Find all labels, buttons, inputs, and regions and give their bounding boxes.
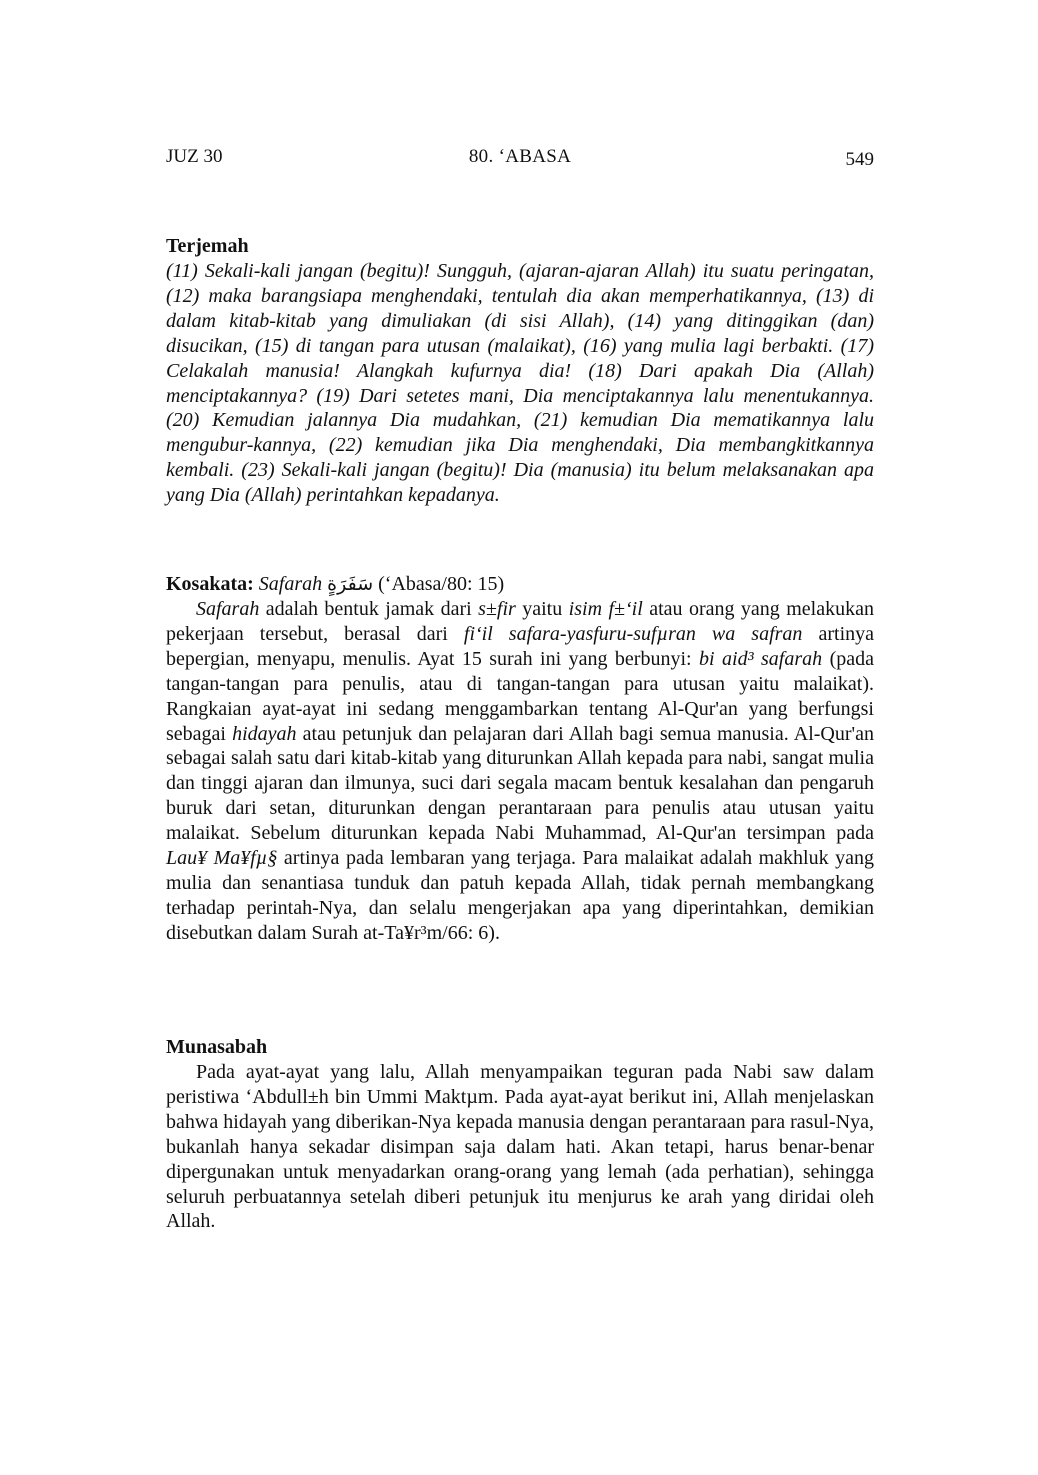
kosakata-section (166, 572, 874, 946)
kosakata-heading (166, 572, 874, 597)
italic-term: isim f±‘il (568, 598, 643, 620)
kosakata-term: Safarah (258, 573, 323, 595)
text-run: artinya bepergian, menyapu, menulis. Ayat 15 surah ini yang berbunyi: (166, 622, 874, 670)
juz-label: JUZ 30 (166, 146, 223, 167)
text-run: adalah bentuk jamak dari (259, 598, 479, 620)
text-run: artinya pada lembaran yang terjaga. Para malaikat adalah makhluk yang mulia dan senantiasa tunduk dan patuh kepada Allah, tidak pernah membangkang terhadap perintah-Nya, dan selalu mengerjakan apa yang diperintahkan, demikian disebutkan dalam Surah at-Ta¥r³m/66: 6). (166, 847, 874, 944)
terjemah-section (166, 234, 874, 508)
italic-term: Lau¥ Ma¥fµ§ (166, 847, 278, 870)
text-run: (pada tangan-tangan para penulis, atau di tangan-tangan para utusan yaitu malaikat). Rangkaian ayat-ayat ini sedang menggambarkan tentang Al-Qur'an yang berfungsi sebagai (166, 647, 874, 745)
page-number: 549 (845, 149, 874, 170)
surah-title: 80. ‘ABASA (468, 146, 572, 167)
running-header (166, 146, 874, 172)
munasabah-text: Pada ayat-ayat yang lalu, Allah menyampaikan teguran pada Nabi saw dalam peristiwa ‘Abdull±h bin Ummi Maktµm. Pada ayat-ayat berikut ini, Allah menjelaskan bahwa hidayah yang diberikan-Nya kepada manusia dengan perantaraan para rasul-Nya, bukanlah hanya sekadar disimpan saja dalam hati. Akan tetapi, harus benar-benar dipergunakan untuk menyadarkan orang-orang yang lemah (ada perhatian), sehingga seluruh perbuatannya setelah diberi petunjuk itu menjurus ke arah yang diridai oleh Allah. (166, 1061, 874, 1233)
text-run: atau orang yang melakukan pekerjaan tersebut, berasal dari (166, 598, 874, 645)
italic-term: Safarah (196, 598, 260, 620)
kosakata-paragraph (166, 597, 874, 946)
terjemah-text: (11) Sekali-kali jangan (begitu)! Sungguh, (ajaran-ajaran Allah) itu suatu peringatan, (12) maka barangsiapa menghendaki, tentulah dia akan memperhatikannya, (13) di dalam kitab-kitab yang dimuliakan (di sisi Allah), (14) yang ditinggikan (dan) disucikan, (15) di tangan para utusan (malaikat), (16) yang mulia lagi berbakti. (17) Celakalah manusia! Alangkah kufurnya dia! (18) Dari apakah Dia (Allah) menciptakannya? (19) Dari setetes mani, Dia menciptakannya lalu menentukannya. (20) Kemudian jalannya Dia mudahkan, (21) kemudian Dia mematikannya lalu mengubur-kannya, (22) kemudian jika Dia menghendaki, Dia membangkitkannya kembali. (23) Sekali-kali jangan (begitu)! Dia (manusia) itu belum melaksanakan apa yang Dia (Allah) perintahkan kepadanya. (166, 260, 874, 507)
italic-term: s±fir (478, 598, 516, 620)
kosakata-reference: (‘Abasa/80: 15) (378, 573, 505, 595)
italic-term: fi‘il safara-yasfuru-sufµran wa safran (463, 622, 803, 645)
text-run: atau petunjuk dan pelajaran dari Allah bagi semua manusia. Al-Qur'an sebagai salah satu dari kitab-kitab yang diturunkan Allah kepada para nabi, sangat mulia dan tinggi ajaran dan ilmunya, suci dari segala macam bentuk kesalahan dan pengaruh buruk dari setan, diturunkan dengan perantaraan para penulis atau utusan yaitu malaikat. Sebelum diturunkan kepada Nabi Muhammad, Al-Qur'an tersimpan pada (166, 722, 874, 845)
terjemah-heading: Terjemah (166, 235, 249, 257)
munasabah-heading: Munasabah (166, 1036, 268, 1058)
italic-term: bi aid³ safarah (699, 647, 823, 670)
text-run: yaitu (515, 598, 569, 620)
kosakata-label: Kosakata: (166, 573, 254, 595)
kosakata-arabic: سَفَرَةٍ (327, 573, 374, 595)
munasabah-section (166, 1035, 874, 1234)
italic-term: hidayah (232, 722, 297, 745)
